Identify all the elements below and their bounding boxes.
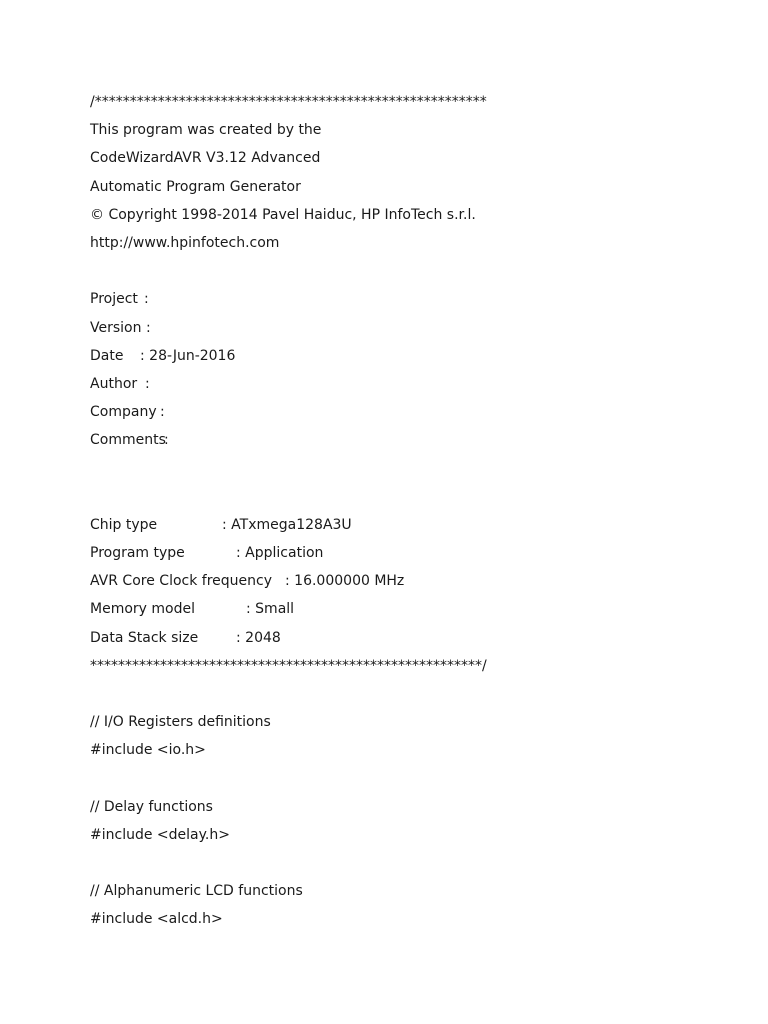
chip-type-separator: : ATxmega128A3U: [222, 516, 352, 533]
date-separator: : 28-Jun-2016: [140, 347, 236, 364]
header-line-created-by: This program was created by the: [90, 122, 322, 139]
include-directive-delay: #include <delay.h>: [90, 826, 230, 843]
date-value: 28-Jun-2016: [149, 347, 236, 364]
version-label: Version: [90, 319, 142, 336]
chip-type-value: ATxmega128A3U: [231, 516, 352, 533]
comment-close-rule: ********************************************************/: [90, 657, 487, 674]
header-line-url: http://www.hpinfotech.com: [90, 234, 280, 251]
program-type-field: [90, 539, 730, 567]
include-comment-delay: // Delay functions: [90, 798, 213, 815]
project-label: Project: [90, 291, 138, 308]
program-type-label: Program type: [90, 545, 185, 561]
project-field: [90, 285, 730, 313]
version-separator: :: [146, 319, 156, 336]
author-separator: :: [145, 375, 155, 392]
include-comment-io: // I/O Registers definitions: [90, 714, 271, 731]
memory-model-value: Small: [255, 601, 295, 618]
memory-model-field: [90, 595, 730, 623]
clock-frequency-value: 16.000000 MHz: [294, 573, 405, 590]
header-line-codewizard: CodeWizardAVR V3.12 Advanced: [90, 150, 321, 167]
spacer: [90, 257, 730, 285]
header-line-generator: Automatic Program Generator: [90, 178, 301, 195]
data-stack-size-label: Data Stack size: [90, 629, 199, 646]
company-field: [90, 398, 730, 426]
company-separator: :: [160, 404, 170, 421]
spacer: [90, 483, 730, 511]
comment-open-rule: /********************************************************: [90, 94, 487, 110]
data-stack-size-field: [90, 624, 730, 652]
comments-separator: :: [164, 432, 174, 449]
program-type-value: Application: [245, 545, 324, 561]
spacer: [90, 454, 730, 482]
code-listing: [90, 88, 730, 934]
header-line-copyright: © Copyright 1998-2014 Pavel Haiduc, HP InfoTech s.r.l.: [90, 206, 476, 223]
include-comment-alcd: // Alphanumeric LCD functions: [90, 883, 303, 900]
memory-model-label: Memory model: [90, 601, 195, 618]
data-stack-size-separator: : 2048: [236, 629, 281, 646]
spacer: [90, 765, 730, 793]
spacer: [90, 680, 730, 708]
spacer: [90, 849, 730, 877]
include-directive-io: #include <io.h>: [90, 742, 206, 759]
clock-frequency-field: [90, 567, 730, 595]
chip-type-field: [90, 511, 730, 539]
project-separator: :: [144, 291, 154, 308]
comments-label: Comments: [90, 432, 166, 449]
author-field: [90, 370, 730, 398]
date-label: Date: [90, 347, 124, 364]
version-field: [90, 314, 730, 342]
data-stack-size-value: 2048: [245, 629, 281, 646]
clock-frequency-label: AVR Core Clock frequency: [90, 573, 272, 590]
program-type-separator: : Application: [236, 545, 324, 561]
clock-frequency-separator: : 16.000000 MHz: [285, 573, 405, 590]
memory-model-separator: : Small: [246, 601, 295, 618]
comments-field: [90, 426, 730, 454]
author-label: Author: [90, 375, 138, 392]
company-label: Company: [90, 404, 157, 421]
chip-type-label: Chip type: [90, 516, 158, 533]
date-field: [90, 342, 730, 370]
include-directive-alcd: #include <alcd.h>: [90, 911, 223, 928]
